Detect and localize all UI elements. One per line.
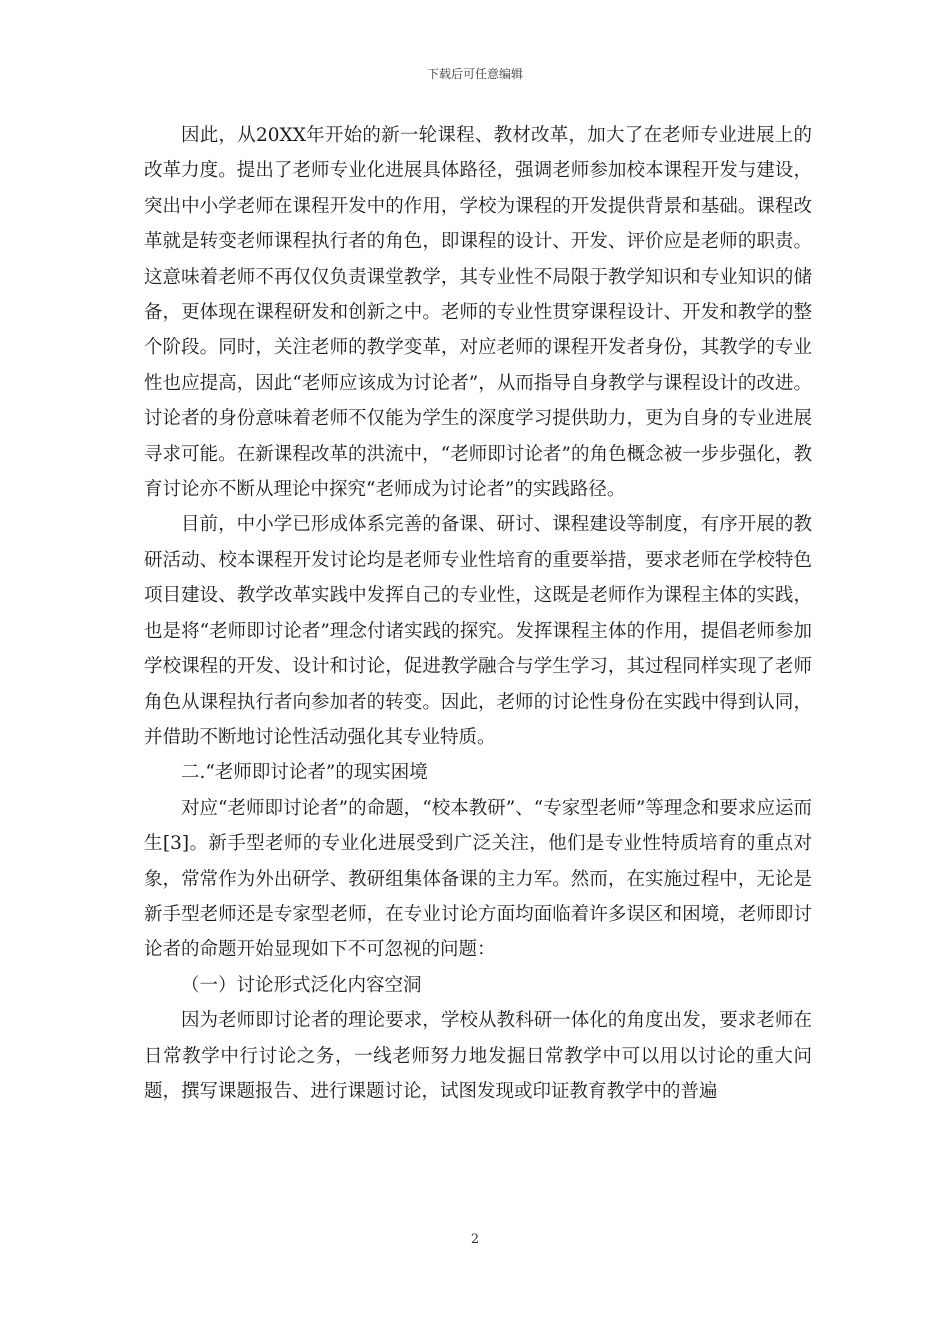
page-header: 下载后可任意编辑 [426,67,523,81]
document-body [144,118,812,1109]
subsection-heading-form: （一）讨论形式泛化内容空洞 [181,974,422,996]
section-heading-dilemma: 二.“老师即讨论者”的现实困境 [181,762,428,784]
page-number: 2 [470,1232,480,1247]
paragraph-dilemma-intro: 对应“老师即讨论者”的命题，“校本教研”、“专家型老师”等理念和要求应运而生[3]。新手型老师的专业化进展受到广泛关注，他们是专业性特质培育的重点对象，常常作为外出研学、教研组集体备课的主力军。然而，在实施过程中，无论是新手型老师还是专家型老师，在专业讨论方面均面临着许多误区和困境，老师即讨论者的命题开始显现如下不可忽视的问题： [144,797,812,961]
paragraph-form-generalization: 因为老师即讨论者的理论要求，学校从教科研一体化的角度出发，要求老师在日常教学中行讨论之务，一线老师努力地发掘日常教学中可以用以讨论的重大问题，撰写课题报告、进行课题讨论，试图发现或印证教育教学中的普遍 [144,1010,812,1102]
paragraph-curriculum-reform: 因此，从20XX年开始的新一轮课程、教材改革，加大了在老师专业进展上的改革力度。提出了老师专业化进展具体路径，强调老师参加校本课程开发与建设，突出中小学老师在课程开发中的作用，学校为课程的开发提供背景和基础。课程改革就是转变老师课程执行者的角色，即课程的设计、开发、评价应是老师的职责。这意味着老师不再仅仅负责课堂教学，其专业性不局限于教学知识和专业知识的储备，更体现在课程研发和创新之中。老师的专业性贯穿课程设计、开发和教学的整个阶段。同时，关注老师的教学变革，对应老师的课程开发者身份，其教学的专业性也应提高，因此“老师应该成为讨论者”，从而指导自身教学与课程设计的改进。讨论者的身份意味着老师不仅能为学生的深度学习提供助力，更为自身的专业进展寻求可能。在新课程改革的洪流中，“老师即讨论者”的角色概念被一步步强化，教育讨论亦不断从理论中探究“老师成为讨论者”的实践路径。 [144,125,812,501]
paragraph-current-practice: 目前，中小学已形成体系完善的备课、研讨、课程建设等制度，有序开展的教研活动、校本课程开发讨论均是老师专业性培育的重要举措，要求老师在学校特色项目建设、教学改革实践中发挥自己的专业性，这既是老师作为课程主体的实践，也是将“老师即讨论者”理念付诸实践的探究。发挥课程主体的作用，提倡老师参加学校课程的开发、设计和讨论，促进教学融合与学生学习，其过程同样实现了老师角色从课程执行者向参加者的转变。因此，老师的讨论性身份在实践中得到认同，并借助不断地讨论性活动强化其专业特质。 [144,514,812,748]
